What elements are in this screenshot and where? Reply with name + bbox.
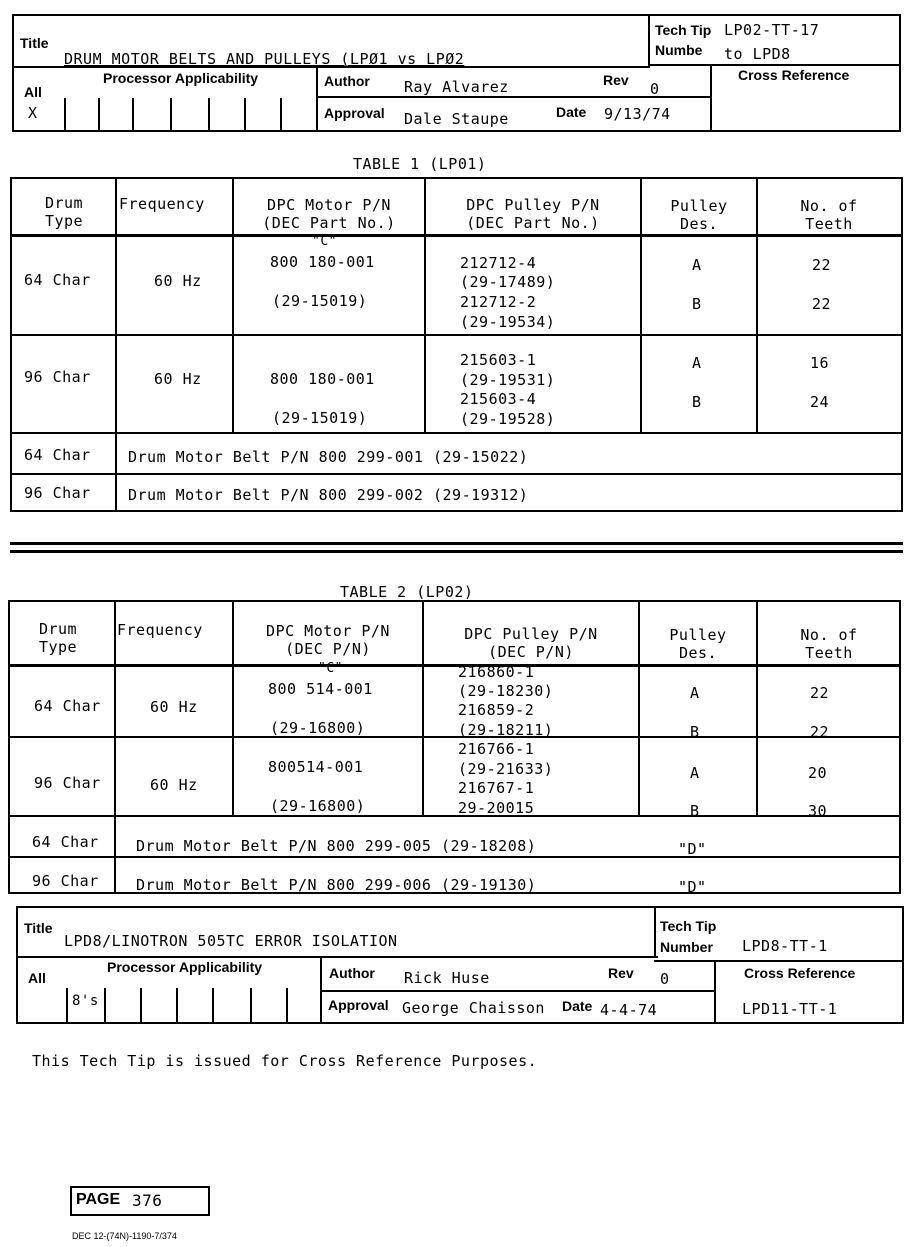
cross-reference-label: Cross Reference bbox=[738, 67, 850, 83]
author-name: Ray Alvarez bbox=[404, 78, 509, 96]
header-teeth-2: Teeth bbox=[805, 215, 853, 233]
motor-pn: 800 180-001 bbox=[270, 370, 375, 388]
approval-name: George Chaisson bbox=[402, 999, 545, 1017]
pulley-dec-pn-1: (29-19531) bbox=[460, 371, 556, 389]
pulley-dec-pn-2: (29-18211) bbox=[458, 721, 554, 739]
pulley-dec-pn-2: (29-19528) bbox=[460, 410, 556, 428]
title-label: Title bbox=[24, 920, 53, 936]
header-teeth-2: Teeth bbox=[805, 644, 853, 662]
belt-drum-type: 96 Char bbox=[32, 872, 99, 890]
belt-part-number: Drum Motor Belt P/N 800 299-006 (29-19130) bbox=[136, 876, 537, 894]
header-pulley-2: (DEC Part No.) bbox=[466, 214, 600, 232]
date-label: Date bbox=[556, 104, 587, 120]
pulley-dec-pn-2: (29-19534) bbox=[460, 313, 556, 331]
teeth-2: 24 bbox=[810, 393, 830, 411]
pulley-pn-1: 216860-1 bbox=[458, 663, 535, 681]
motor-dec-pn: (29-15019) bbox=[272, 292, 368, 310]
processor-applicability-label: Processor Applicability bbox=[103, 70, 259, 86]
title-label: Title bbox=[20, 35, 49, 51]
belt-note: "D" bbox=[678, 840, 707, 858]
cross-reference-label: Cross Reference bbox=[744, 965, 856, 981]
processor-applicability-label: Processor Applicability bbox=[107, 959, 263, 975]
number-label: Number bbox=[660, 939, 713, 955]
approval-label: Approval bbox=[328, 997, 389, 1013]
header-pulley: DPC Pulley P/N bbox=[466, 196, 600, 214]
teeth-2: 22 bbox=[810, 723, 830, 741]
all-mark: X bbox=[28, 104, 38, 122]
tech-tip-label: Tech Tip bbox=[660, 918, 717, 934]
approval-name: Dale Staupe bbox=[404, 110, 509, 128]
header-motor-2: (DEC P/N) bbox=[285, 640, 371, 658]
document-title: LPD8/LINOTRON 505TC ERROR ISOLATION bbox=[64, 932, 398, 950]
approval-label: Approval bbox=[324, 105, 385, 121]
motor-note: "C" bbox=[318, 661, 343, 676]
tech-tip-label: Tech Tip bbox=[655, 22, 712, 38]
pulley-des-2: B bbox=[692, 393, 702, 411]
date-value: 9/13/74 bbox=[604, 105, 671, 123]
frequency: 60 Hz bbox=[154, 370, 202, 388]
rev-label: Rev bbox=[608, 965, 634, 981]
pulley-pn-1: 216766-1 bbox=[458, 740, 535, 758]
motor-dec-pn: (29-16800) bbox=[270, 797, 366, 815]
tech-tip-number-2: to LPD8 bbox=[724, 45, 791, 63]
author-label: Author bbox=[329, 965, 375, 981]
drum-type: 64 Char bbox=[34, 697, 101, 715]
pulley-pn-2: 212712-2 bbox=[460, 293, 537, 311]
frequency: 60 Hz bbox=[150, 698, 198, 716]
pulley-des-2: B bbox=[690, 723, 700, 741]
pulley-dec-pn-1: (29-18230) bbox=[458, 682, 554, 700]
motor-dec-pn: (29-15019) bbox=[272, 409, 368, 427]
page-number: 376 bbox=[132, 1191, 163, 1210]
pulley-des-2: B bbox=[690, 802, 700, 820]
pulley-des-1: A bbox=[692, 354, 702, 372]
belt-part-number: Drum Motor Belt P/N 800 299-002 (29-19312) bbox=[128, 486, 529, 504]
tech-tip-number: LP02-TT-17 bbox=[724, 21, 820, 39]
cross-reference-value: LPD11-TT-1 bbox=[742, 1000, 838, 1018]
pulley-pn-2: 216859-2 bbox=[458, 701, 535, 719]
belt-note: "D" bbox=[678, 878, 707, 896]
header-pulley-des: Pulley bbox=[670, 197, 728, 215]
drum-type: 64 Char bbox=[24, 271, 91, 289]
form-code: DEC 12-(74N)-1190-7/374 bbox=[72, 1231, 177, 1241]
header-pulley-des-2: Des. bbox=[678, 644, 718, 662]
teeth-2: 22 bbox=[812, 295, 832, 313]
header-drum-type-2: Type bbox=[44, 212, 84, 230]
teeth-1: 22 bbox=[812, 256, 832, 274]
frequency: 60 Hz bbox=[154, 272, 202, 290]
header-teeth: No. of bbox=[800, 197, 858, 215]
header-pulley-des-2: Des. bbox=[679, 215, 719, 233]
header-motor: DPC Motor P/N bbox=[267, 196, 391, 214]
teeth-2: 30 bbox=[808, 802, 828, 820]
motor-pn: 800514-001 bbox=[268, 758, 364, 776]
pulley-des-1: A bbox=[690, 684, 700, 702]
pulley-dec-pn-2: 29-20015 bbox=[458, 799, 535, 817]
belt-part-number: Drum Motor Belt P/N 800 299-005 (29-18208) bbox=[136, 837, 537, 855]
motor-dec-pn: (29-16800) bbox=[270, 719, 366, 737]
page-number-box bbox=[70, 1186, 210, 1216]
date-value: 4-4-74 bbox=[600, 1001, 658, 1019]
pulley-des-1: A bbox=[692, 256, 702, 274]
header-drum-type-2: Type bbox=[38, 638, 78, 656]
pulley-pn-1: 215603-1 bbox=[460, 351, 537, 369]
teeth-1: 16 bbox=[810, 354, 830, 372]
all-label: All bbox=[24, 84, 42, 100]
belt-drum-type: 64 Char bbox=[32, 833, 99, 851]
tech-tip-number: LPD8-TT-1 bbox=[742, 937, 828, 955]
pulley-dec-pn-1: (29-21633) bbox=[458, 760, 554, 778]
pulley-pn-2: 215603-4 bbox=[460, 390, 537, 408]
pulley-pn-2: 216767-1 bbox=[458, 779, 535, 797]
all-label: All bbox=[28, 970, 46, 986]
header-pulley-des: Pulley bbox=[669, 626, 727, 644]
rev-value: 0 bbox=[660, 970, 670, 988]
drum-type: 96 Char bbox=[34, 774, 101, 792]
all-mark: 8's bbox=[72, 993, 99, 1009]
header-frequency: Frequency bbox=[119, 195, 205, 213]
pulley-des-2: B bbox=[692, 295, 702, 313]
belt-part-number: Drum Motor Belt P/N 800 299-001 (29-15022) bbox=[128, 448, 529, 466]
pulley-pn-1: 212712-4 bbox=[460, 254, 537, 272]
date-label: Date bbox=[562, 998, 593, 1014]
frequency: 60 Hz bbox=[150, 776, 198, 794]
teeth-1: 20 bbox=[808, 764, 828, 782]
motor-pn: 800 180-001 bbox=[270, 253, 375, 271]
header-pulley-2: (DEC P/N) bbox=[488, 643, 574, 661]
motor-pn: 800 514-001 bbox=[268, 680, 373, 698]
belt-drum-type: 96 Char bbox=[24, 484, 91, 502]
motor-note: "C" bbox=[312, 234, 337, 249]
header-drum-type: Drum bbox=[38, 620, 78, 638]
belt-drum-type: 64 Char bbox=[24, 446, 91, 464]
header-motor: DPC Motor P/N bbox=[266, 622, 390, 640]
teeth-1: 22 bbox=[810, 684, 830, 702]
document-title: DRUM MOTOR BELTS AND PULLEYS (LPØ1 vs LPØ2 bbox=[64, 50, 465, 68]
number-label: Numbe bbox=[655, 42, 703, 58]
rev-label: Rev bbox=[603, 72, 629, 88]
page-label: PAGE bbox=[76, 1191, 121, 1208]
header-motor-2: (DEC Part No.) bbox=[262, 214, 396, 232]
rev-value: 0 bbox=[650, 80, 660, 98]
pulley-dec-pn-1: (29-17489) bbox=[460, 273, 556, 291]
pulley-des-1: A bbox=[690, 764, 700, 782]
author-label: Author bbox=[324, 73, 370, 89]
header-drum-type: Drum bbox=[44, 194, 84, 212]
table-1-caption: TABLE 1 (LP01) bbox=[353, 155, 487, 173]
drum-type: 96 Char bbox=[24, 368, 91, 386]
table-2-caption: TABLE 2 (LP02) bbox=[340, 583, 474, 601]
author-name: Rick Huse bbox=[404, 969, 490, 987]
header-pulley: DPC Pulley P/N bbox=[464, 625, 598, 643]
header-teeth: No. of bbox=[800, 626, 858, 644]
header-frequency: Frequency bbox=[117, 621, 203, 639]
cross-reference-note: This Tech Tip is issued for Cross Reference Purposes. bbox=[32, 1052, 538, 1070]
